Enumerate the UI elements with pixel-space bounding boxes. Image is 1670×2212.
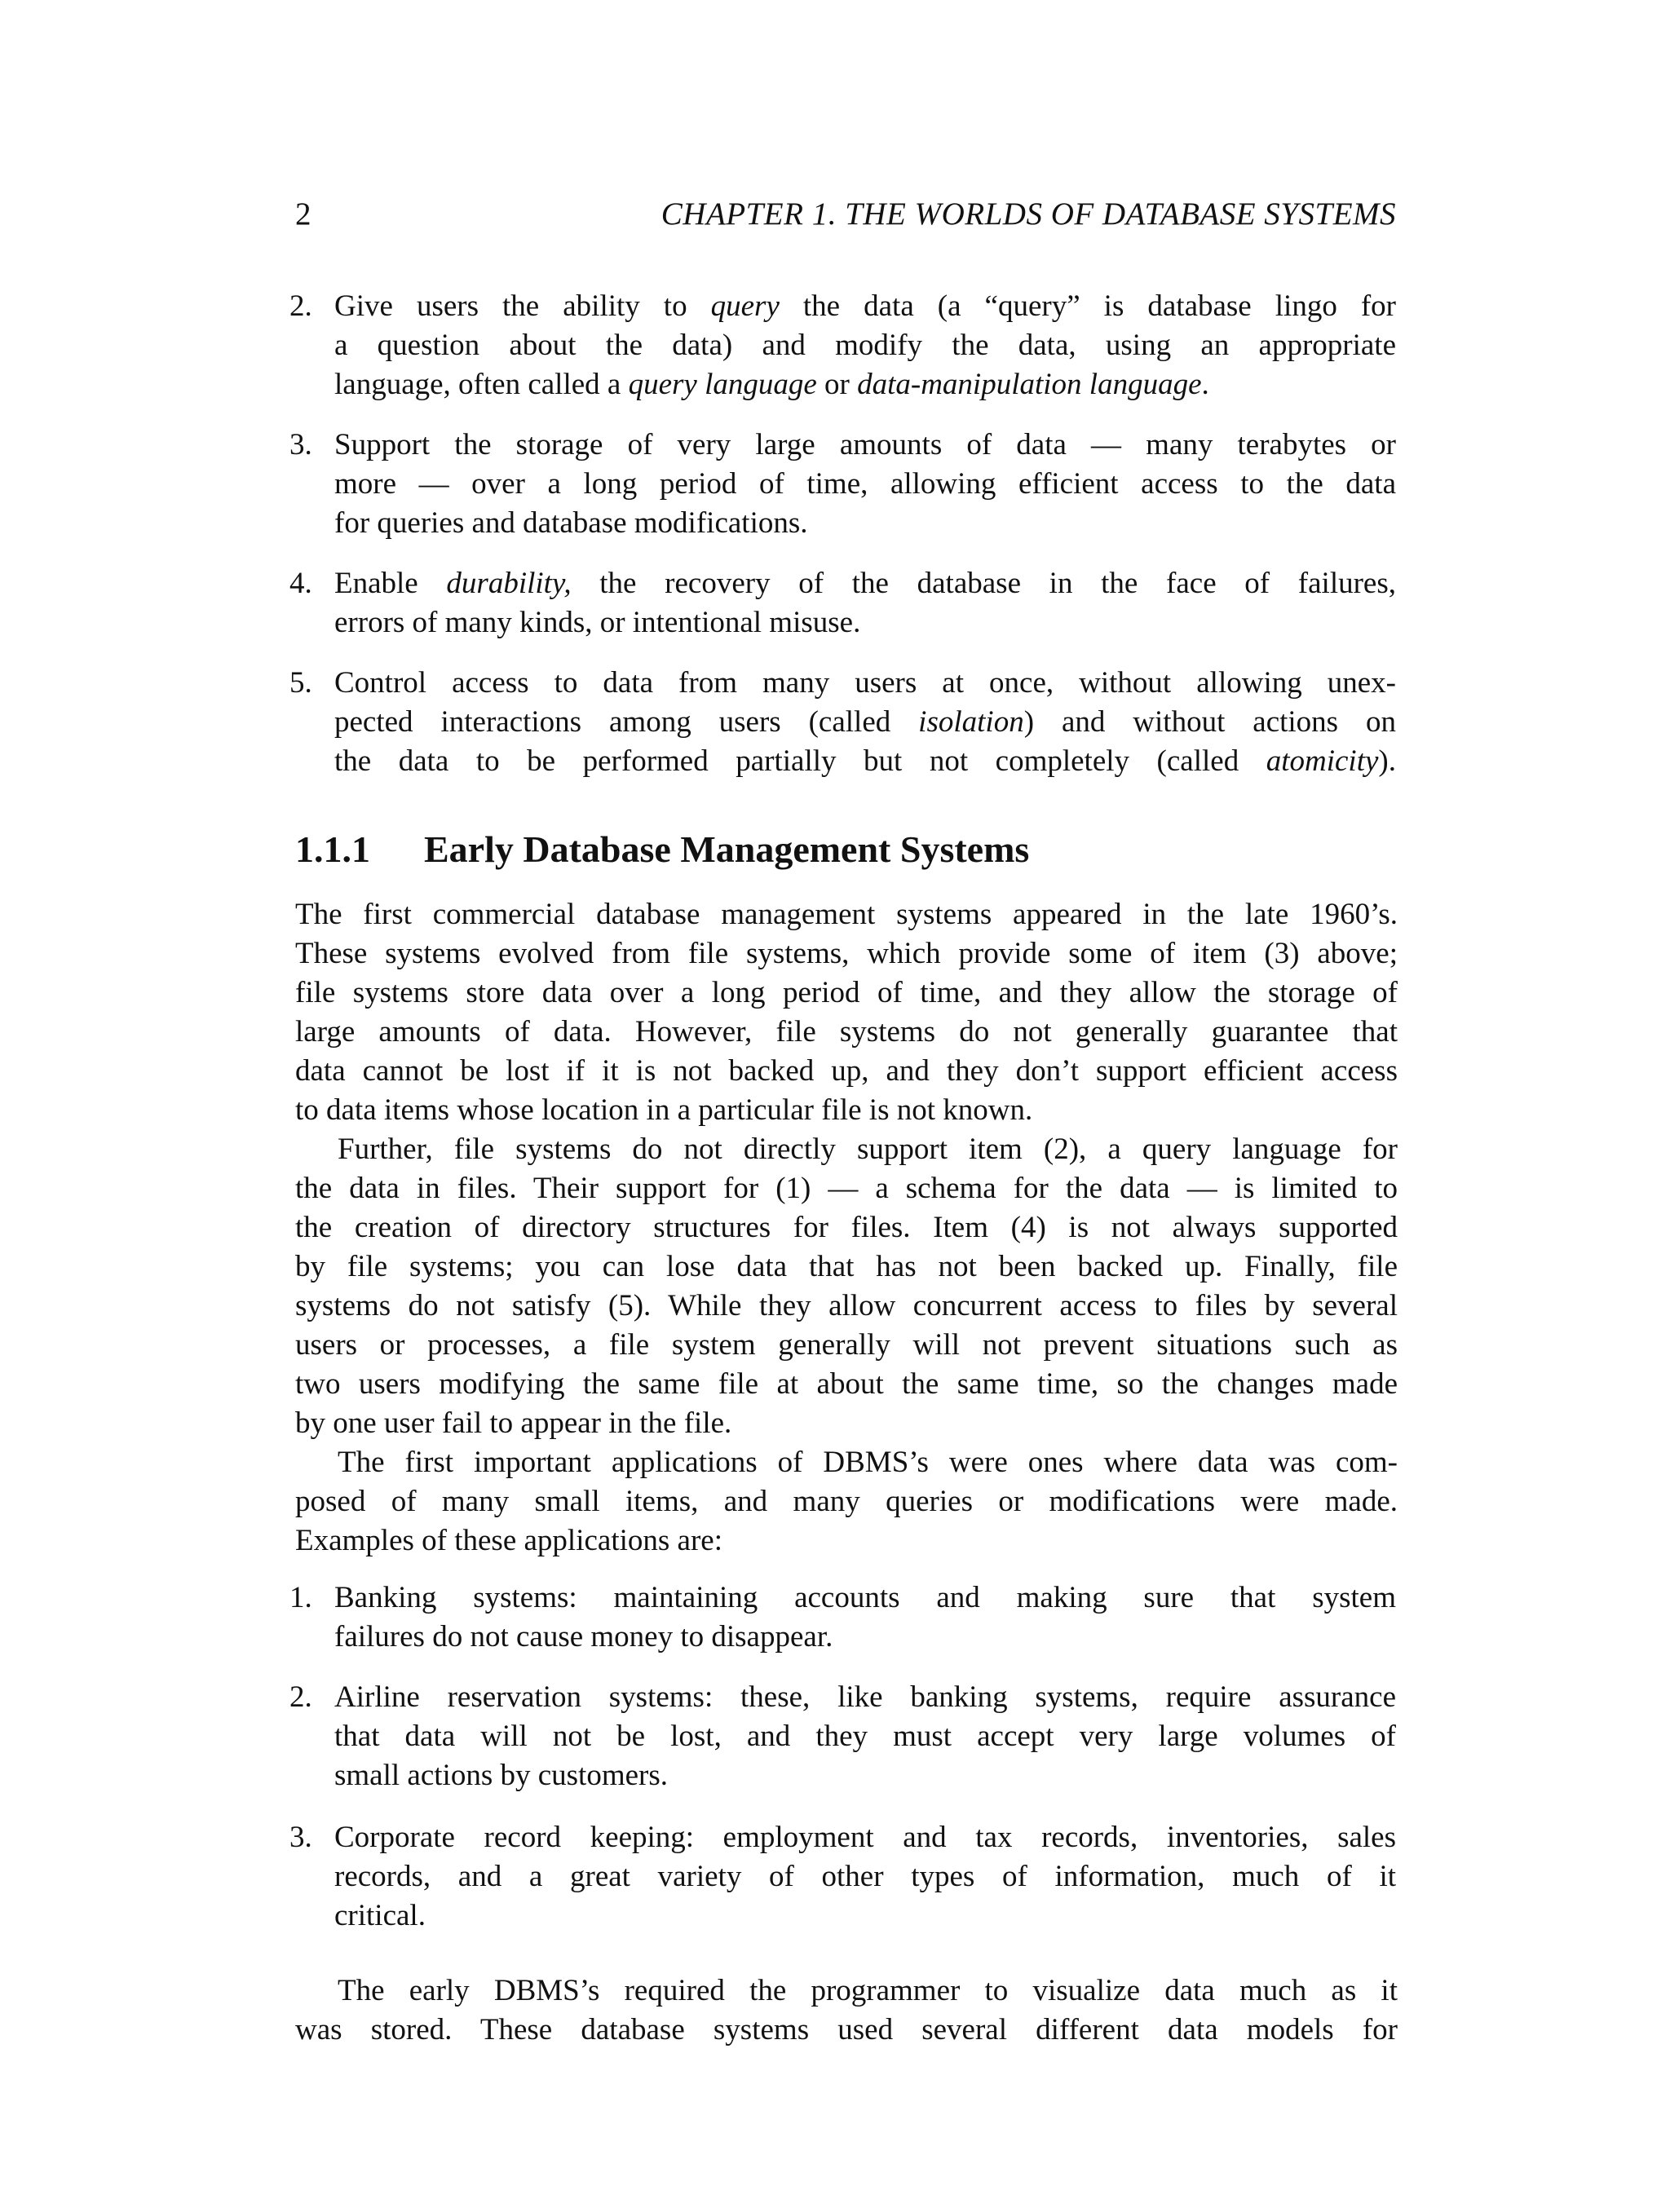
paragraph-line: Further, file systems do not directly support item (2), a query language for — [338, 1132, 1398, 1166]
running-head: CHAPTER 1. THE WORLDS OF DATABASE SYSTEMS — [660, 196, 1396, 232]
list-item-line: Airline reservation systems: these, like banking systems, require assurance — [334, 1680, 1396, 1714]
list-item-line: pected interactions among users (called isolation) and without actions on — [334, 705, 1397, 739]
list-item-line: records, and a great variety of other types of information, much of it — [334, 1860, 1396, 1893]
list-item-line: Enable durability, the recovery of the database in the face of failures, — [334, 567, 1397, 600]
list-item-line: the data to be performed partially but not completely (called atomicity). — [334, 744, 1396, 778]
paragraph-line: was stored. These database systems used several different data models for — [295, 2013, 1398, 2046]
list-item-line: a question about the data) and modify the data, using an appropriate — [334, 329, 1396, 362]
list-item-line: that data will not be lost, and they must accept very large volumes of — [334, 1720, 1396, 1753]
list-item-line: Give users the ability to query the data (a “query” is database lingo for — [334, 289, 1396, 323]
list-item — [289, 564, 1397, 642]
paragraph-line: The first commercial database management systems appeared in the late 1960’s. — [295, 898, 1398, 931]
list-item-line: failures do not cause money to disappear. — [334, 1620, 833, 1653]
paragraph-line: file systems store data over a long period of time, and they allow the storage of — [295, 976, 1398, 1009]
section-number: 1.1.1 — [295, 828, 370, 870]
page-number: 2 — [295, 196, 311, 232]
list-item-number: 4. — [289, 567, 312, 600]
list-item — [289, 1678, 1396, 1795]
paragraph-line: These systems evolved from file systems, which provide some of item (3) above; — [295, 937, 1398, 970]
paragraph-line: the creation of directory structures for files. Item (4) is not always supported — [295, 1211, 1398, 1244]
page-header — [295, 194, 1396, 235]
paragraph-line: The early DBMS’s required the programmer to visualize data much as it — [338, 1974, 1398, 2007]
list-item-line: Support the storage of very large amounts of data — many terabytes or — [334, 428, 1396, 461]
list-item — [289, 287, 1396, 404]
paragraph — [295, 1971, 1398, 2050]
paragraph-line: systems do not satisfy (5). While they allow concurrent access to files by several — [295, 1289, 1398, 1322]
paragraph — [295, 1443, 1398, 1561]
list-item-line: Banking systems: maintaining accounts and making sure that system — [334, 1581, 1396, 1614]
list-item — [289, 1818, 1396, 1936]
paragraph-line: the data in files. Their support for (1) — a schema for the data — is limited to — [295, 1172, 1398, 1205]
section-title: Early Database Management Systems — [424, 828, 1030, 870]
list-item-line: small actions by customers. — [334, 1759, 668, 1792]
paragraph-line: users or processes, a file system generally will not prevent situations such as — [295, 1328, 1398, 1362]
paragraph-line: data cannot be lost if it is not backed up, and they don’t support efficient access — [295, 1054, 1398, 1088]
paragraph-line: large amounts of data. However, file systems do not generally guarantee that — [295, 1015, 1398, 1049]
paragraph-line: to data items whose location in a particular file is not known. — [295, 1093, 1033, 1127]
paragraph-line: by one user fail to appear in the file. — [295, 1406, 732, 1440]
list-item-line: more — over a long period of time, allowing efficient access to the data — [334, 467, 1396, 501]
paragraph — [295, 1130, 1398, 1443]
paragraph-line: by file systems; you can lose data that has not been backed up. Finally, file — [295, 1250, 1398, 1283]
list-item-line: errors of many kinds, or intentional misuse. — [334, 606, 861, 639]
list-item-number: 1. — [289, 1581, 312, 1614]
list-item-line: Corporate record keeping: employment and tax records, inventories, sales — [334, 1821, 1396, 1854]
list-item-number: 2. — [289, 1680, 312, 1714]
list-item — [289, 426, 1396, 543]
list-item-number: 5. — [289, 666, 312, 700]
list-item-number: 3. — [289, 428, 312, 461]
list-item-line: critical. — [334, 1899, 426, 1932]
list-item — [289, 1578, 1396, 1657]
list-item-number: 2. — [289, 289, 312, 323]
list-item-line: for queries and database modifications. — [334, 506, 808, 540]
paragraph-line: The first important applications of DBMS’s were ones where data was com- — [338, 1446, 1398, 1479]
list-item-line: Control access to data from many users at once, without allowing unex- — [334, 666, 1396, 700]
section-heading — [295, 825, 1398, 874]
paragraph-line: Examples of these applications are: — [295, 1524, 722, 1557]
list-item-line: language, often called a query language or data-manipulation language. — [334, 368, 1209, 401]
paragraph-line: posed of many small items, and many queries or modifications were made. — [295, 1485, 1398, 1518]
paragraph — [295, 895, 1398, 1130]
list-item — [289, 664, 1397, 781]
paragraph-line: two users modifying the same file at about the same time, so the changes made — [295, 1367, 1398, 1401]
list-item-number: 3. — [289, 1821, 312, 1854]
